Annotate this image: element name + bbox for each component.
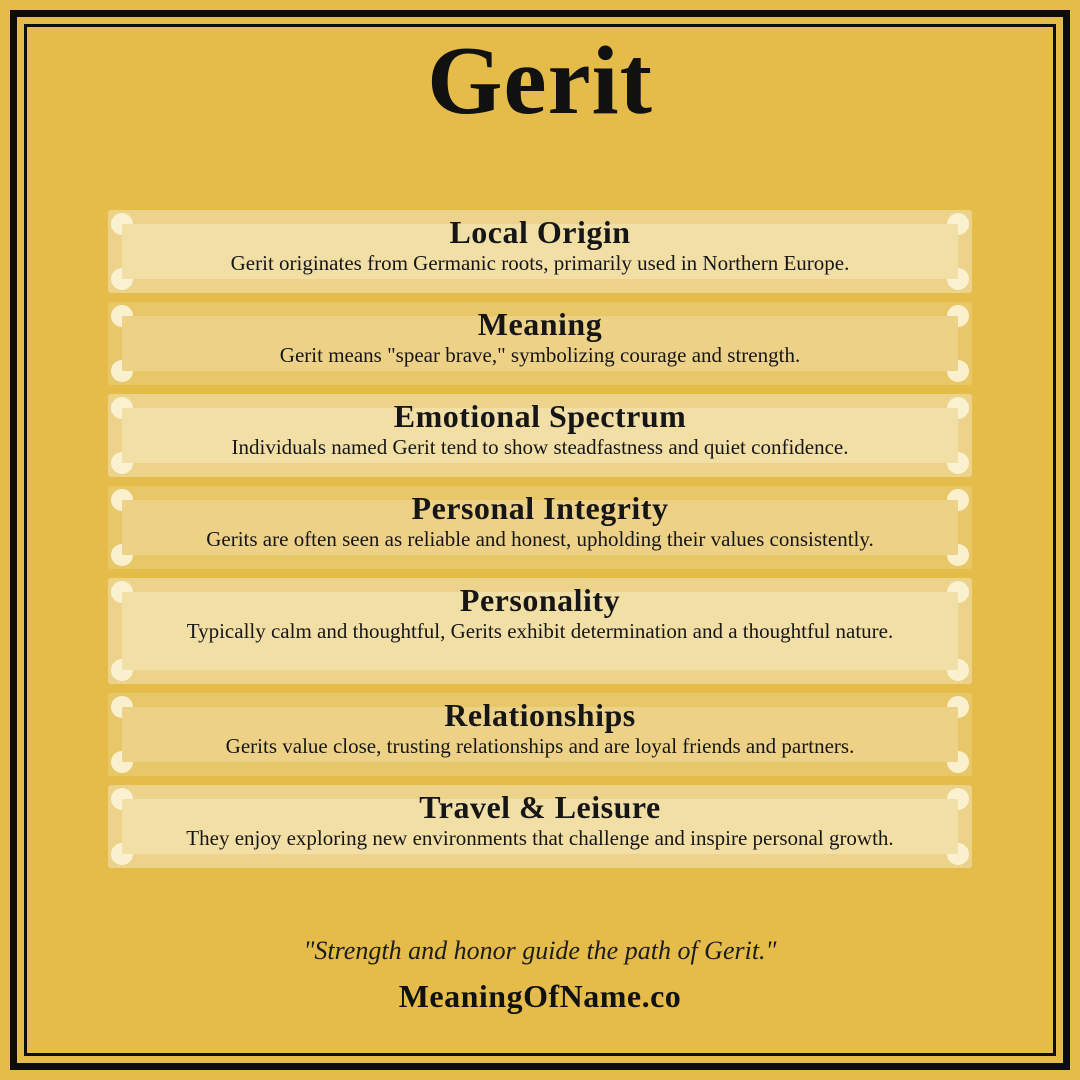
- section-card-personal-integrity: [108, 486, 972, 569]
- section-heading: Personal Integrity: [411, 490, 669, 526]
- card-text-block: [128, 492, 952, 551]
- brand-name: MeaningOfName.co: [398, 978, 682, 1014]
- card-text-block: [128, 791, 952, 850]
- section-body: Gerits value close, trusting relationships and are loyal friends and partners.: [225, 733, 855, 758]
- section-card-travel-leisure: [108, 785, 972, 868]
- section-card-personality: [108, 578, 972, 684]
- section-card-relationships: [108, 693, 972, 776]
- section-heading: Travel & Leisure: [419, 789, 661, 825]
- card-text-block: [128, 699, 952, 758]
- section-heading: Local Origin: [449, 214, 631, 250]
- section-body: Gerit means "spear brave," symbolizing courage and strength.: [279, 342, 801, 367]
- section-card-meaning: [108, 302, 972, 385]
- section-card-emotional-spectrum: [108, 394, 972, 477]
- page-title: Gerit: [427, 27, 653, 134]
- section-card-local-origin: [108, 210, 972, 293]
- section-heading: Personality: [459, 582, 621, 618]
- section-heading: Emotional Spectrum: [393, 398, 687, 434]
- card-text-block: [128, 308, 952, 367]
- card-text-block: [128, 216, 952, 275]
- section-heading: Relationships: [444, 697, 636, 733]
- section-body: They enjoy exploring new environments that challenge and inspire personal growth.: [186, 825, 894, 850]
- card-text-block: [128, 584, 952, 643]
- card-text-block: [128, 400, 952, 459]
- quote-text: "Strength and honor guide the path of Gerit.": [303, 936, 777, 965]
- section-body: Typically calm and thoughtful, Gerits exhibit determination and a thoughtful nature.: [186, 618, 894, 643]
- section-heading: Meaning: [477, 306, 603, 342]
- sections-list: [108, 210, 972, 868]
- section-body: Gerits are often seen as reliable and honest, upholding their values consistently.: [206, 526, 874, 551]
- section-body: Individuals named Gerit tend to show steadfastness and quiet confidence.: [231, 434, 849, 459]
- section-body: Gerit originates from Germanic roots, primarily used in Northern Europe.: [230, 250, 850, 275]
